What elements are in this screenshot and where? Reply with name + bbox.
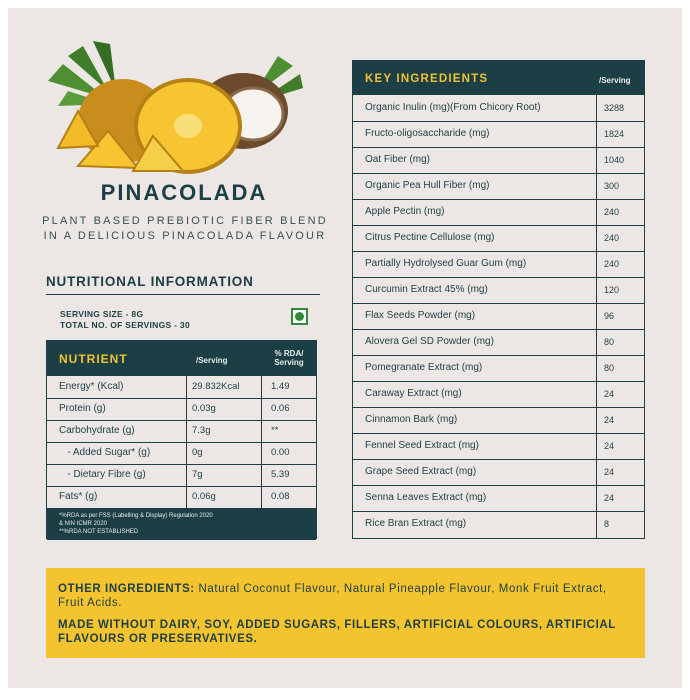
nutrient-serving: 0.06g	[192, 491, 216, 502]
table-row	[353, 199, 644, 226]
ingredient-name: Senna Leaves Extract (mg)	[365, 492, 487, 503]
ingredient-value: 24	[604, 415, 615, 425]
col-serving: /Serving	[196, 356, 228, 365]
key-ingredients-header	[353, 61, 644, 95]
col-nutrient: NUTRIENT	[59, 352, 128, 366]
column-divider	[186, 376, 187, 508]
footnote-line-3: **%RDA NOT ESTABLISHED	[59, 529, 139, 535]
ingredient-value: 96	[604, 311, 615, 321]
nutrient-table	[46, 340, 317, 539]
ingredient-name: Fennel Seed Extract (mg)	[365, 440, 479, 451]
made-without-statement: MADE WITHOUT DAIRY, SOY, ADDED SUGARS, FILLERS, ARTIFICIAL COLOURS, ARTIFICIAL FLAVOURS OR PRESERVATIVES.	[58, 619, 616, 645]
table-row	[353, 147, 644, 174]
ingredient-name: Fructo-oligosaccharide (mg)	[365, 128, 490, 139]
nutrient-serving: 7g	[192, 469, 203, 480]
ingredient-value: 1040	[604, 155, 625, 165]
nutrient-name: - Dietary Fibre (g)	[59, 469, 146, 480]
ingredient-name: Caraway Extract (mg)	[365, 388, 462, 399]
ingredient-name: Grape Seed Extract (mg)	[365, 466, 477, 477]
column-divider	[261, 376, 262, 508]
nutrient-rda: **	[271, 425, 279, 436]
table-row	[47, 376, 316, 399]
nutrient-name: Energy* (Kcal)	[59, 381, 124, 392]
nutritional-information-heading: NUTRITIONAL INFORMATION	[46, 274, 320, 295]
key-ingredients-table	[352, 60, 645, 539]
ingredient-value: 24	[604, 493, 615, 503]
col-serving: /Serving	[599, 76, 631, 85]
table-row	[353, 459, 644, 486]
other-ingredients-label: OTHER INGREDIENTS:	[58, 583, 195, 595]
nutrient-table-header	[47, 341, 316, 376]
ingredient-value: 300	[604, 181, 620, 191]
vegetarian-mark-icon	[291, 308, 308, 325]
ingredient-value: 240	[604, 259, 620, 269]
table-row	[47, 442, 316, 465]
table-row	[353, 121, 644, 148]
nutrient-name: Protein (g)	[59, 403, 106, 414]
table-row	[353, 303, 644, 330]
table-row	[47, 398, 316, 421]
ingredient-value: 240	[604, 233, 620, 243]
ingredient-name: Cinnamon Bark (mg)	[365, 414, 458, 425]
ingredient-value: 80	[604, 363, 615, 373]
other-ingredients-box	[46, 568, 645, 658]
table-row	[353, 225, 644, 252]
subtitle-line-1: PLANT BASED PREBIOTIC FIBER BLEND	[42, 215, 328, 227]
nutrient-name: Carbohydrate (g)	[59, 425, 135, 436]
table-row	[353, 251, 644, 278]
table-row	[353, 381, 644, 408]
table-row	[47, 464, 316, 487]
subtitle-line-2: IN A DELICIOUS PINACOLADA FLAVOUR	[43, 230, 327, 242]
ingredient-value: 3288	[604, 103, 625, 113]
nutrient-serving: 29.832Kcal	[192, 381, 240, 392]
nutrient-rda: 0.08	[271, 491, 290, 502]
rda-footnote	[47, 508, 316, 540]
total-servings: TOTAL NO. OF SERVINGS - 30	[60, 320, 190, 330]
ingredient-name: Oat Fiber (mg)	[365, 154, 431, 165]
nutrient-serving: 0.03g	[192, 403, 216, 414]
ingredient-name: Alovera Gel SD Powder (mg)	[365, 336, 494, 347]
table-row	[353, 485, 644, 512]
serving-size: SERVING SIZE - 8G	[60, 309, 144, 319]
table-row	[353, 511, 644, 537]
ingredient-value: 1824	[604, 129, 625, 139]
table-row	[47, 486, 316, 508]
col-rda-line-2: Serving	[274, 358, 304, 367]
nutrient-rda: 1.49	[271, 381, 290, 392]
ingredient-name: Apple Pectin (mg)	[365, 206, 445, 217]
table-row	[353, 329, 644, 356]
ingredient-name: Pomegranate Extract (mg)	[365, 362, 483, 373]
other-ingredients-text: Natural Coconut Flavour, Natural Pineapple Flavour, Monk Fruit Extract, Fruit Acids.	[58, 583, 607, 609]
col-rda	[261, 349, 317, 367]
ingredient-name: Partially Hydrolysed Guar Gum (mg)	[365, 258, 527, 269]
nutrient-name: Fats* (g)	[59, 491, 98, 502]
key-ingredients-heading: KEY INGREDIENTS	[365, 73, 489, 85]
table-row	[353, 433, 644, 460]
nutrient-rda: 0.06	[271, 403, 290, 414]
footnote-line-1: *%RDA as per FSS (Labelling & Display) Regulation 2020	[59, 513, 213, 519]
ingredient-name: Citrus Pectine Cellulose (mg)	[365, 232, 495, 243]
table-row	[47, 420, 316, 443]
ingredient-value: 24	[604, 389, 615, 399]
ingredient-name: Organic Pea Hull Fiber (mg)	[365, 180, 490, 191]
ingredient-value: 80	[604, 337, 615, 347]
ingredient-value: 240	[604, 207, 620, 217]
table-row	[353, 277, 644, 304]
pineapple-coconut-illustration	[38, 36, 318, 176]
ingredient-name: Organic Inulin (mg)(From Chicory Root)	[365, 102, 541, 113]
serving-info	[60, 309, 190, 331]
nutrient-rda: 5.39	[271, 469, 290, 480]
ingredient-value: 120	[604, 285, 620, 295]
table-row	[353, 407, 644, 434]
product-subtitle	[40, 214, 330, 244]
table-row	[353, 95, 644, 122]
ingredient-name: Flax Seeds Powder (mg)	[365, 310, 476, 321]
product-label-panel	[8, 8, 682, 688]
ingredient-value: 8	[604, 519, 610, 529]
col-rda-line-1: % RDA/	[274, 349, 304, 358]
ingredient-name: Curcumin Extract 45% (mg)	[365, 284, 488, 295]
footnote-line-2: & NIN ICMR 2020	[59, 521, 108, 527]
table-row	[353, 173, 644, 200]
product-title: PINACOLADA	[100, 180, 268, 205]
ingredient-value: 24	[604, 441, 615, 451]
table-row	[353, 355, 644, 382]
nutrient-serving: 7.3g	[192, 425, 211, 436]
ingredient-value: 24	[604, 467, 615, 477]
nutrient-name: - Added Sugar* (g)	[59, 447, 151, 458]
ingredient-name: Rice Bran Extract (mg)	[365, 518, 467, 529]
other-ingredients	[58, 582, 633, 610]
nutrient-rda: 0.00	[271, 447, 290, 458]
nutrient-serving: 0g	[192, 447, 203, 458]
